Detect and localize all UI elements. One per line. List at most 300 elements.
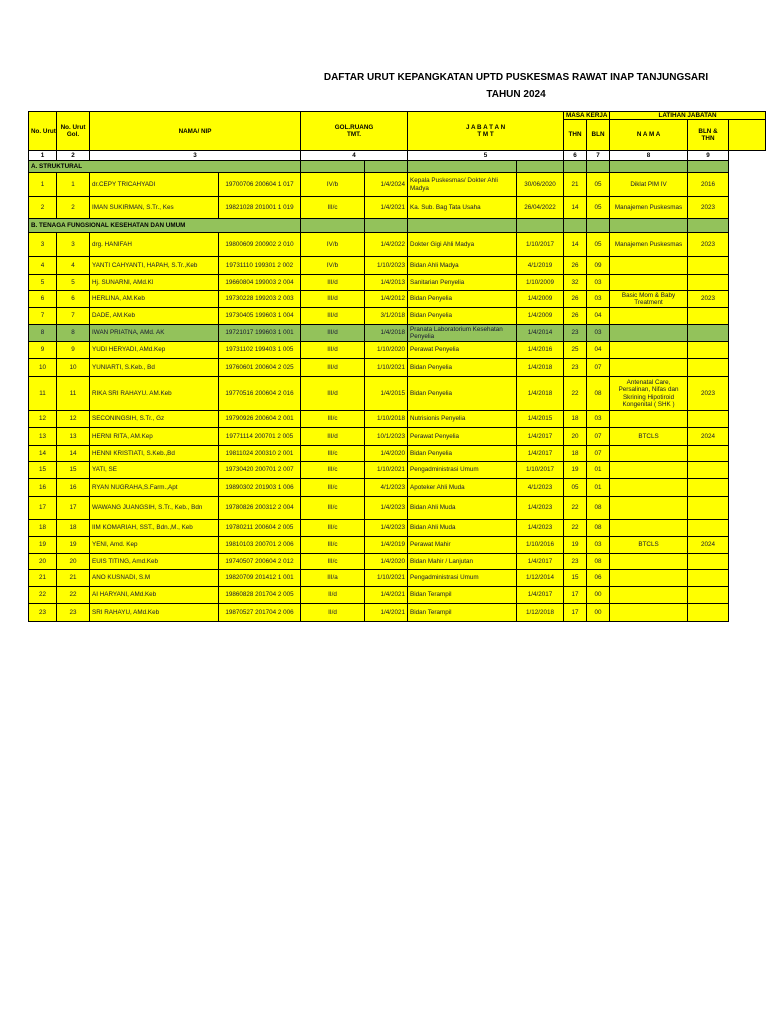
header-row-top [29,112,766,120]
golongan-tmt: 1/4/2021 [365,604,408,622]
latihan-tahun: 2023 [688,291,729,308]
table-row [29,587,766,604]
golongan-ruang: III/c [301,411,365,428]
employee-name: ANO KUSNADI, S.M [90,570,219,587]
latihan-nama [610,497,688,520]
header-no-urut-gol-label: No. Urut Gol. [60,124,86,138]
employee-nip: 19760601 200604 2 025 [219,359,301,377]
section-empty-cell [610,161,688,173]
latihan-nama [610,587,688,604]
document-year: TAHUN 2024 [486,89,546,100]
jabatan-tmt: 1/4/2009 [517,308,564,325]
latihan-nama [610,554,688,570]
table-row [29,537,766,554]
latihan-nama [610,411,688,428]
latihan-nama [610,275,688,291]
employee-name: RYAN NUGRAHA,S.Farm.,Apt [90,479,219,497]
golongan-tmt: 1/10/2021 [365,570,408,587]
table-body [29,161,766,622]
column-number: 2 [57,151,90,161]
latihan-nama: BTCLS [610,537,688,554]
employee-nip: 19780826 200312 2 004 [219,497,301,520]
employee-nip: 19811024 200310 2 001 [219,446,301,462]
jabatan-title: Ka. Sub. Bag Tata Usaha [408,197,517,219]
gol-rank-number: 1 [57,173,90,197]
latihan-nama [610,604,688,622]
latihan-tahun [688,411,729,428]
jabatan-title: Bidan Penyelia [408,308,517,325]
gol-rank-number: 5 [57,275,90,291]
jabatan-tmt: 1/10/2017 [517,462,564,479]
golongan-tmt: 1/10/2020 [365,342,408,359]
employee-nip: 19700706 200604 1 017 [219,173,301,197]
golongan-ruang: III/c [301,197,365,219]
latihan-tahun [688,587,729,604]
row-number: 19 [29,537,57,554]
employee-name: WAWANG JUANGSIH, S.Tr., Keb., Bdn [90,497,219,520]
row-number: 6 [29,291,57,308]
golongan-ruang: III/c [301,537,365,554]
masa-kerja-bln: 05 [587,233,610,257]
golongan-tmt: 1/10/2018 [365,411,408,428]
jabatan-tmt: 1/4/2016 [517,342,564,359]
section-empty-cell [301,161,365,173]
golongan-ruang: IV/b [301,173,365,197]
employee-nip: 19721017 199603 1 001 [219,325,301,342]
latihan-nama [610,342,688,359]
section-empty-cell [517,219,564,233]
masa-kerja-thn: 20 [564,428,587,446]
golongan-ruang: III/c [301,520,365,537]
section-empty-cell [517,161,564,173]
latihan-nama [610,359,688,377]
jabatan-tmt: 1/4/2023 [517,497,564,520]
employee-name: DADE, AM.Keb [90,308,219,325]
employee-nip: 19810103 200701 2 006 [219,537,301,554]
gol-rank-number: 23 [57,604,90,622]
column-number: 7 [587,151,610,161]
golongan-tmt: 1/4/2012 [365,291,408,308]
golongan-tmt: 3/1/2018 [365,308,408,325]
column-number: 3 [90,151,301,161]
golongan-ruang: III/c [301,497,365,520]
table-row [29,462,766,479]
section-empty-cell [301,219,365,233]
employee-nip: 19770516 200604 2 016 [219,377,301,411]
employee-name: HENNI KRISTIATI, S.Keb.,Bd [90,446,219,462]
section-empty-cell [564,161,587,173]
employee-nip: 19730228 199203 2 003 [219,291,301,308]
row-number: 1 [29,173,57,197]
latihan-tahun [688,342,729,359]
employee-nip: 19821028 201001 1 019 [219,197,301,219]
masa-kerja-bln: 08 [587,554,610,570]
masa-kerja-thn: 22 [564,377,587,411]
employee-name: YATI, SE [90,462,219,479]
jabatan-tmt: 1/4/2014 [517,325,564,342]
row-number: 9 [29,342,57,359]
document-title: DAFTAR URUT KEPANGKATAN UPTD PUSKESMAS RAWAT INAP TANJUNGSARI [323,72,709,83]
header-jabatan-label: J A B A T A N [465,124,506,131]
latihan-nama [610,479,688,497]
gol-rank-number: 17 [57,497,90,520]
section-empty-cell [688,161,729,173]
table-row [29,233,766,257]
row-number: 12 [29,411,57,428]
gol-rank-number: 21 [57,570,90,587]
table-row [29,497,766,520]
jabatan-title: Bidan Ahli Muda [408,497,517,520]
gol-rank-number: 16 [57,479,90,497]
masa-kerja-bln: 03 [587,411,610,428]
header-jabatan-tmt-label: T M T [477,131,494,138]
gol-rank-number: 13 [57,428,90,446]
employee-name: dr.CEPY TRICAHYADI [90,173,219,197]
jabatan-tmt: 1/4/2018 [517,377,564,411]
golongan-tmt: 4/1/2023 [365,479,408,497]
header-latihan-jabatan: LATIHAN JABATAN [610,112,766,120]
jabatan-tmt: 1/4/2023 [517,520,564,537]
gol-rank-number: 3 [57,233,90,257]
golongan-tmt: 1/4/2021 [365,587,408,604]
column-number: 6 [564,151,587,161]
masa-kerja-bln: 07 [587,359,610,377]
column-number: 1 [29,151,57,161]
latihan-tahun [688,554,729,570]
jabatan-title: Bidan Terampil [408,587,517,604]
golongan-ruang: III/c [301,462,365,479]
header-nama: N A M A [610,120,688,151]
golongan-tmt: 1/4/2015 [365,377,408,411]
jabatan-title: Apoteker Ahli Muda [408,479,517,497]
row-number: 14 [29,446,57,462]
header-bln: BLN [587,120,610,151]
golongan-ruang: II/d [301,604,365,622]
latihan-tahun: 2016 [688,173,729,197]
jabatan-tmt: 4/1/2019 [517,257,564,275]
row-number: 4 [29,257,57,275]
section-label: B. TENAGA FUNGSIONAL KESEHATAN DAN UMUM [29,219,301,233]
table-header [29,112,766,161]
gol-rank-number: 20 [57,554,90,570]
latihan-nama: Manajemen Puskesmas [610,197,688,219]
employee-name: HERNI RITA, AM.Kep [90,428,219,446]
jabatan-tmt: 30/06/2020 [517,173,564,197]
masa-kerja-thn: 22 [564,520,587,537]
golongan-ruang: III/d [301,291,365,308]
gol-rank-number: 10 [57,359,90,377]
column-number: 5 [408,151,564,161]
row-number: 13 [29,428,57,446]
golongan-tmt: 1/4/2023 [365,497,408,520]
latihan-nama: Manajemen Puskesmas [610,233,688,257]
section-empty-cell [408,219,517,233]
latihan-nama [610,325,688,342]
gol-rank-number: 8 [57,325,90,342]
row-number: 5 [29,275,57,291]
employee-nip: 19860828 201704 2 005 [219,587,301,604]
masa-kerja-bln: 09 [587,257,610,275]
latihan-tahun [688,479,729,497]
golongan-ruang: III/a [301,570,365,587]
row-number: 22 [29,587,57,604]
latihan-tahun: 2024 [688,428,729,446]
latihan-nama [610,520,688,537]
golongan-tmt: 1/4/2024 [365,173,408,197]
masa-kerja-thn: 18 [564,411,587,428]
row-number: 7 [29,308,57,325]
jabatan-tmt: 26/04/2022 [517,197,564,219]
masa-kerja-bln: 04 [587,342,610,359]
golongan-tmt: 1/10/2021 [365,462,408,479]
latihan-tahun [688,497,729,520]
employee-name: YENI, Amd. Kep [90,537,219,554]
golongan-ruang: III/d [301,359,365,377]
row-number: 21 [29,570,57,587]
jabatan-title: Bidan Ahli Muda [408,520,517,537]
gol-rank-number: 22 [57,587,90,604]
jabatan-tmt: 1/10/2009 [517,275,564,291]
jabatan-title: Perawat Penyelia [408,342,517,359]
jabatan-title: Perawat Mahir [408,537,517,554]
jabatan-tmt: 1/4/2017 [517,587,564,604]
masa-kerja-thn: 14 [564,233,587,257]
table-row [29,554,766,570]
latihan-tahun: 2023 [688,197,729,219]
jabatan-tmt: 1/10/2016 [517,537,564,554]
golongan-ruang: III/c [301,479,365,497]
masa-kerja-thn: 22 [564,497,587,520]
golongan-ruang: IV/b [301,257,365,275]
masa-kerja-thn: 23 [564,359,587,377]
employee-name: drg. HANIFAH [90,233,219,257]
section-empty-cell [365,219,408,233]
jabatan-title: Bidan Penyelia [408,446,517,462]
masa-kerja-thn: 23 [564,325,587,342]
masa-kerja-bln: 03 [587,537,610,554]
section-row [29,161,766,173]
jabatan-tmt: 1/12/2014 [517,570,564,587]
jabatan-tmt: 1/4/2009 [517,291,564,308]
latihan-tahun: 2024 [688,537,729,554]
golongan-tmt: 1/10/2021 [365,359,408,377]
row-number: 16 [29,479,57,497]
gol-rank-number: 6 [57,291,90,308]
latihan-tahun [688,275,729,291]
masa-kerja-thn: 17 [564,604,587,622]
table-row [29,377,766,411]
masa-kerja-thn: 18 [564,446,587,462]
masa-kerja-bln: 00 [587,587,610,604]
jabatan-title: Bidan Penyelia [408,377,517,411]
employee-nip: 19660804 199003 2 004 [219,275,301,291]
masa-kerja-thn: 19 [564,537,587,554]
latihan-nama [610,462,688,479]
employee-nip: 19731102 199403 1 005 [219,342,301,359]
section-empty-cell [564,219,587,233]
column-number: 8 [610,151,688,161]
jabatan-tmt: 1/12/2018 [517,604,564,622]
golongan-tmt: 1/4/2023 [365,520,408,537]
employee-name: RIKA SRI RAHAYU. AM.Keb [90,377,219,411]
golongan-ruang: III/d [301,428,365,446]
section-empty-cell [688,219,729,233]
jabatan-title: Pranata Laboratorium Kesehatan Penyelia [408,325,517,342]
header-nama-nip: NAMA/ NIP [90,112,301,151]
column-number: 4 [301,151,408,161]
header-no-urut: No. Urut [29,112,57,151]
table-row [29,197,766,219]
masa-kerja-bln: 04 [587,308,610,325]
masa-kerja-thn: 32 [564,275,587,291]
employee-name: YUNIARTI, S.Keb., Bd [90,359,219,377]
masa-kerja-thn: 14 [564,197,587,219]
golongan-tmt: 1/10/2023 [365,257,408,275]
column-number-row [29,151,766,161]
masa-kerja-bln: 08 [587,497,610,520]
header-masa-kerja: MASA KERJA [564,112,610,120]
employee-nip: 19730405 199603 1 004 [219,308,301,325]
employee-nip: 19870527 201704 2 006 [219,604,301,622]
jabatan-tmt: 4/1/2023 [517,479,564,497]
latihan-nama: Basic Mom & Baby Treatment [610,291,688,308]
gol-rank-number: 14 [57,446,90,462]
column-number: 9 [688,151,729,161]
golongan-tmt: 10/1/2023 [365,428,408,446]
row-number: 20 [29,554,57,570]
header-gol-ruang-label: GOL.RUANG [334,124,374,131]
golongan-ruang: III/d [301,275,365,291]
header-no-urut-gol [57,112,90,151]
jabatan-title: Bidan Penyelia [408,359,517,377]
gol-rank-number: 2 [57,197,90,219]
row-number: 8 [29,325,57,342]
jabatan-title: Bidan Terampil [408,604,517,622]
employee-name: SRI RAHAYU, AMd.Keb [90,604,219,622]
section-empty-cell [587,219,610,233]
employee-name: HERLINA, AM.Keb [90,291,219,308]
employee-nip: 19771114 200701 2 005 [219,428,301,446]
row-number: 18 [29,520,57,537]
masa-kerja-thn: 05 [564,479,587,497]
employee-nip: 19790926 200604 2 001 [219,411,301,428]
section-empty-cell [587,161,610,173]
header-jabatan [408,112,564,151]
latihan-nama: BTCLS [610,428,688,446]
row-number: 3 [29,233,57,257]
jabatan-tmt: 1/4/2017 [517,446,564,462]
masa-kerja-bln: 01 [587,462,610,479]
golongan-tmt: 1/4/2020 [365,446,408,462]
table-row [29,173,766,197]
latihan-tahun [688,604,729,622]
gol-rank-number: 4 [57,257,90,275]
table-row [29,291,766,308]
table-row [29,342,766,359]
latihan-nama: Antenatal Care, Persalinan, Nifas dan Skrining Hipotiroid Kongenital ( SHK ) [610,377,688,411]
jabatan-title: Bidan Ahli Madya [408,257,517,275]
employee-nip: 19731110 199301 2 002 [219,257,301,275]
masa-kerja-thn: 17 [564,587,587,604]
golongan-ruang: II/d [301,587,365,604]
gol-rank-number: 9 [57,342,90,359]
table-row [29,520,766,537]
jabatan-title: Kepala Puskesmas/ Dokter Ahli Madya [408,173,517,197]
row-number: 10 [29,359,57,377]
jabatan-title: Nutrisionis Penyelia [408,411,517,428]
latihan-nama [610,570,688,587]
golongan-tmt: 1/4/2020 [365,554,408,570]
employee-name: IWAN PRIATNA, AMd. AK [90,325,219,342]
section-row [29,219,766,233]
section-empty-cell [408,161,517,173]
masa-kerja-thn: 26 [564,308,587,325]
golongan-tmt: 1/4/2013 [365,275,408,291]
table-row [29,411,766,428]
golongan-tmt: 1/4/2022 [365,233,408,257]
table-row [29,570,766,587]
employee-nip: 19800609 200902 2 010 [219,233,301,257]
table-row [29,446,766,462]
masa-kerja-thn: 23 [564,554,587,570]
employee-name: EUIS TITING, Amd.Keb [90,554,219,570]
masa-kerja-bln: 07 [587,446,610,462]
masa-kerja-thn: 26 [564,257,587,275]
latihan-tahun: 2023 [688,233,729,257]
masa-kerja-bln: 03 [587,291,610,308]
employee-nip: 19890302 201903 1 006 [219,479,301,497]
header-gol-ruang [301,112,408,151]
masa-kerja-bln: 03 [587,325,610,342]
masa-kerja-bln: 08 [587,520,610,537]
latihan-tahun [688,462,729,479]
golongan-ruang: IV/b [301,233,365,257]
table-row [29,359,766,377]
golongan-tmt: 1/4/2021 [365,197,408,219]
jabatan-title: Sanitarian Penyelia [408,275,517,291]
masa-kerja-thn: 19 [564,462,587,479]
employee-name: Hj. SUNARNI, AMd.Kl [90,275,219,291]
golongan-ruang: III/d [301,377,365,411]
header-bln-thn [688,120,729,151]
masa-kerja-bln: 06 [587,570,610,587]
section-label: A. STRUKTURAL [29,161,301,173]
employee-nip: 19730420 200701 2 007 [219,462,301,479]
row-number: 15 [29,462,57,479]
latihan-tahun: 2023 [688,377,729,411]
employee-nip: 19820709 201412 1 001 [219,570,301,587]
jabatan-tmt: 1/4/2017 [517,428,564,446]
gol-rank-number: 12 [57,411,90,428]
gol-rank-number: 11 [57,377,90,411]
table-row [29,257,766,275]
latihan-nama: Diklat PIM IV [610,173,688,197]
masa-kerja-thn: 25 [564,342,587,359]
row-number: 23 [29,604,57,622]
jabatan-tmt: 1/10/2017 [517,233,564,257]
masa-kerja-bln: 00 [587,604,610,622]
row-number: 11 [29,377,57,411]
jabatan-title: Pengadministrasi Umum [408,462,517,479]
jabatan-tmt: 1/4/2015 [517,411,564,428]
golongan-ruang: III/c [301,554,365,570]
table-row [29,479,766,497]
golongan-ruang: III/d [301,325,365,342]
masa-kerja-bln: 05 [587,173,610,197]
golongan-ruang: III/d [301,308,365,325]
golongan-tmt: 1/4/2019 [365,537,408,554]
table-row [29,308,766,325]
